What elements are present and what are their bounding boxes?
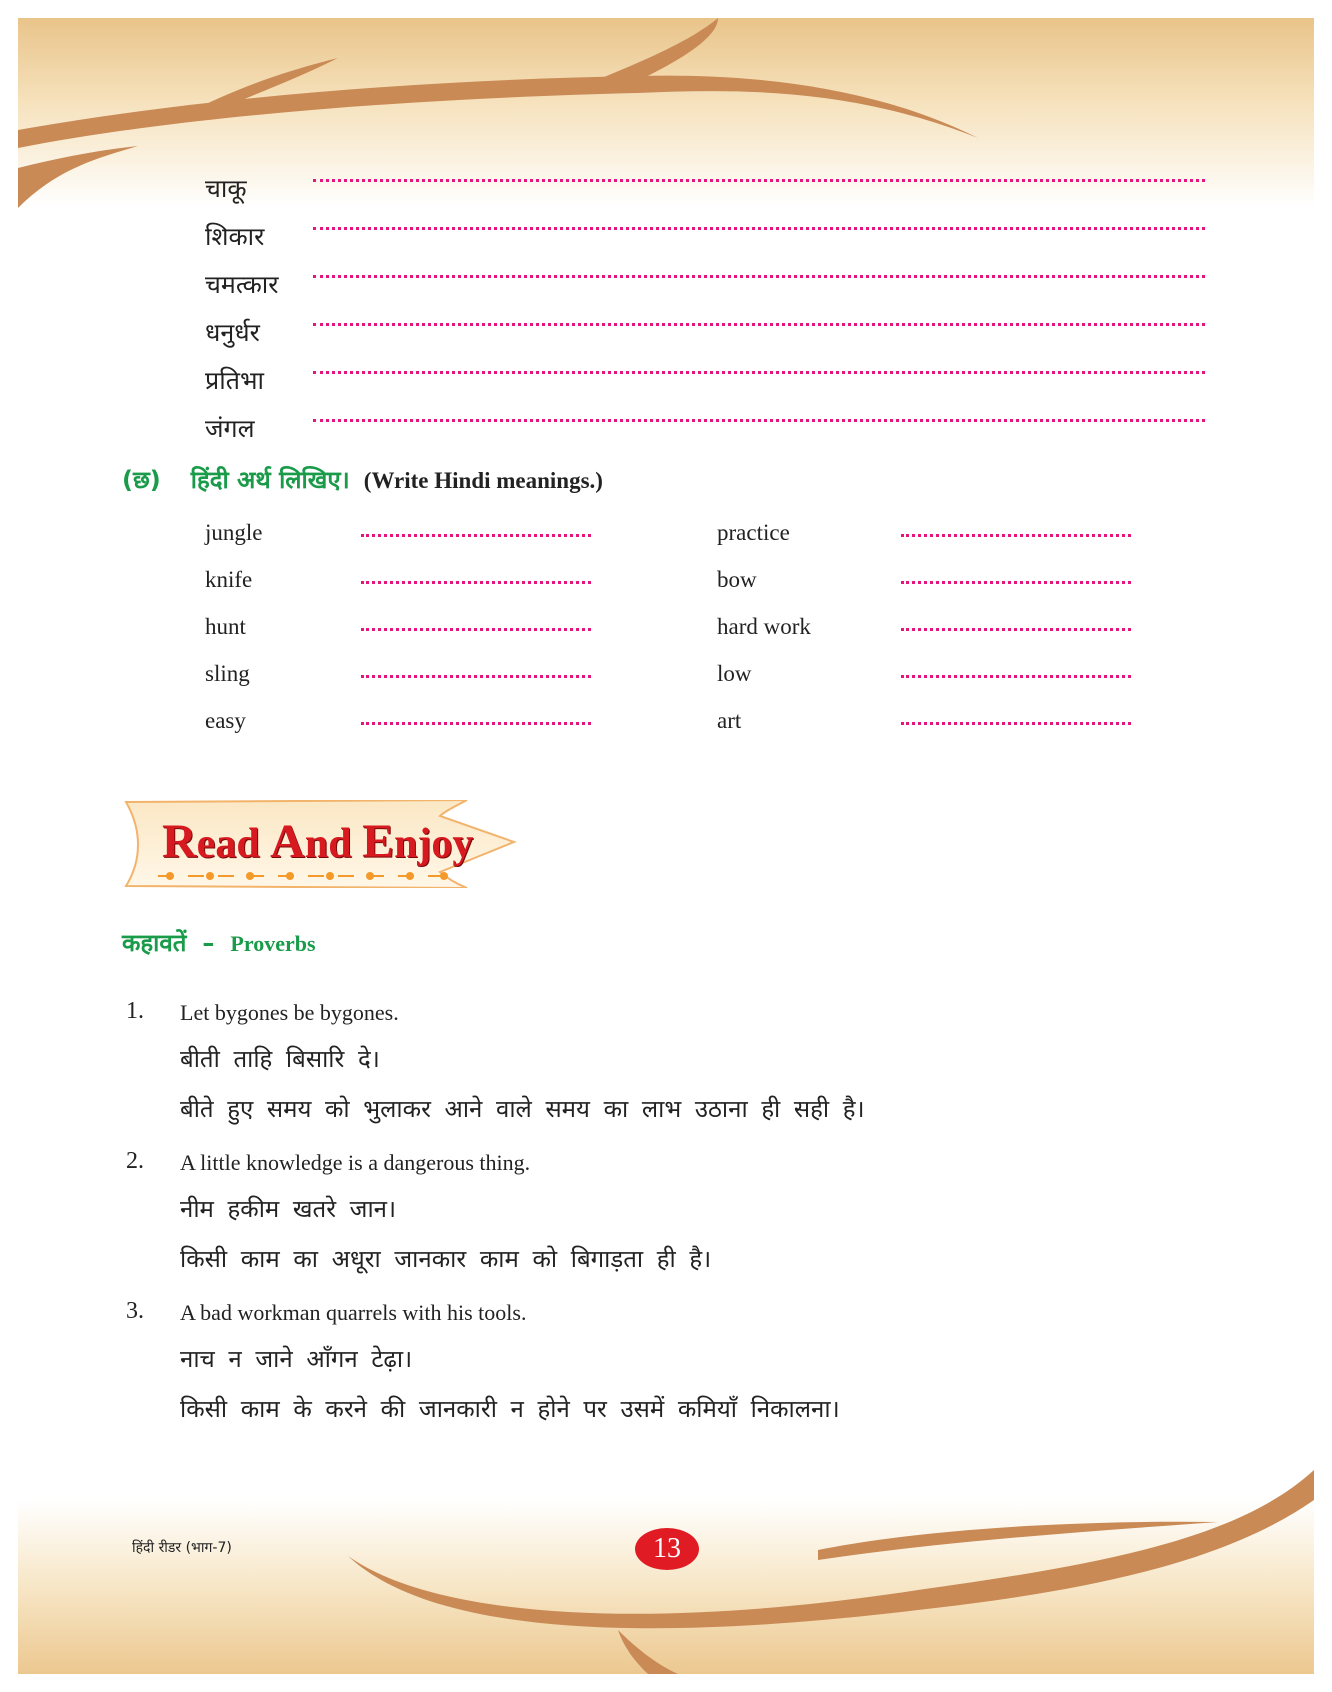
answer-blank[interactable] xyxy=(901,722,1131,725)
proverb-item xyxy=(126,1298,1126,1438)
banner-word-nd: nd xyxy=(304,821,352,867)
vocabulary-list xyxy=(205,165,1205,453)
english-word: bow xyxy=(717,567,757,592)
section-heading xyxy=(122,463,603,503)
proverb-item xyxy=(126,1148,1126,1288)
answer-blank[interactable] xyxy=(901,581,1131,584)
meaning-row xyxy=(205,520,1135,567)
book-title-footer: हिंदी रीडर (भाग-7) xyxy=(132,1540,232,1556)
english-word: knife xyxy=(205,567,253,592)
proverb-english: A bad workman quarrels with his tools. xyxy=(180,1300,527,1325)
banner-cap-a: A xyxy=(270,815,305,868)
answer-blank[interactable] xyxy=(361,581,591,584)
proverbs-heading-hindi: कहावतें xyxy=(122,929,187,957)
answer-blank[interactable] xyxy=(361,628,591,631)
english-word: low xyxy=(717,661,752,686)
vocab-word: शिकार xyxy=(205,222,265,251)
english-word: practice xyxy=(717,520,790,545)
answer-blank[interactable] xyxy=(901,675,1131,678)
proverb-hindi: नीम हकीम खतरे जान। xyxy=(180,1195,397,1223)
banner-word-ead: ead xyxy=(196,821,260,867)
meaning-row xyxy=(205,614,1135,661)
answer-blank[interactable] xyxy=(361,722,591,725)
proverb-number: 1. xyxy=(126,998,144,1024)
vocab-word: जंगल xyxy=(205,414,255,443)
proverb-hindi: नाच न जाने आँगन टेढ़ा। xyxy=(180,1345,413,1373)
proverbs-heading xyxy=(122,926,316,959)
english-word: art xyxy=(717,708,742,733)
banner-word-njoy: njoy xyxy=(394,821,474,867)
vocab-row xyxy=(205,309,1205,357)
banner-cap-e: E xyxy=(362,815,395,868)
meaning-row xyxy=(205,661,1135,708)
banner-title xyxy=(162,814,473,869)
proverb-number: 2. xyxy=(126,1148,144,1174)
vocab-word: धनुर्धर xyxy=(205,318,260,347)
vocab-row xyxy=(205,261,1205,309)
proverb-number: 3. xyxy=(126,1298,144,1324)
proverb-item xyxy=(126,998,1126,1138)
proverbs-heading-english: Proverbs xyxy=(230,931,316,956)
section-title-hindi: हिंदी अर्थ लिखिए। xyxy=(190,466,350,494)
answer-blank[interactable] xyxy=(901,628,1131,631)
banner-cap-r: R xyxy=(162,815,197,868)
answer-blank[interactable] xyxy=(313,227,1205,230)
vocab-row xyxy=(205,405,1205,453)
answer-blank[interactable] xyxy=(361,675,591,678)
answer-blank[interactable] xyxy=(313,371,1205,374)
answer-blank[interactable] xyxy=(361,534,591,537)
read-and-enjoy-banner xyxy=(122,800,517,888)
vocab-word: चाकू xyxy=(205,174,247,203)
vocab-row xyxy=(205,165,1205,213)
meaning-row xyxy=(205,708,1135,755)
section-marker: (छ) xyxy=(122,466,161,494)
answer-blank[interactable] xyxy=(313,419,1205,422)
vocab-word: प्रतिभा xyxy=(205,366,265,395)
proverb-english: Let bygones be bygones. xyxy=(180,1000,399,1025)
proverb-meaning: किसी काम का अधूरा जानकार काम को बिगाड़ता ही है। xyxy=(180,1245,712,1273)
english-word: hunt xyxy=(205,614,246,639)
vocab-row xyxy=(205,213,1205,261)
answer-blank[interactable] xyxy=(901,534,1131,537)
proverb-meaning: बीते हुए समय को भुलाकर आने वाले समय का लाभ उठाना ही सही है। xyxy=(180,1095,865,1123)
answer-blank[interactable] xyxy=(313,275,1205,278)
english-word: jungle xyxy=(205,520,263,545)
vocab-word: चमत्कार xyxy=(205,270,279,299)
proverb-english: A little knowledge is a dangerous thing. xyxy=(180,1150,531,1175)
english-word: sling xyxy=(205,661,250,686)
meaning-table xyxy=(205,520,1135,755)
meaning-row xyxy=(205,567,1135,614)
english-word: easy xyxy=(205,708,246,733)
answer-blank[interactable] xyxy=(313,179,1205,182)
proverb-meaning: किसी काम के करने की जानकारी न होने पर उसमें कमियाँ निकालना। xyxy=(180,1395,840,1423)
section-title-english: (Write Hindi meanings.) xyxy=(363,468,603,493)
bottom-branch-ornament xyxy=(18,1470,1314,1674)
proverb-hindi: बीती ताहि बिसारि दे। xyxy=(180,1045,380,1073)
proverbs-heading-dash: – xyxy=(202,929,215,957)
page-number-badge: 13 xyxy=(635,1528,699,1570)
vocab-row xyxy=(205,357,1205,405)
answer-blank[interactable] xyxy=(313,323,1205,326)
english-word: hard work xyxy=(717,614,811,639)
